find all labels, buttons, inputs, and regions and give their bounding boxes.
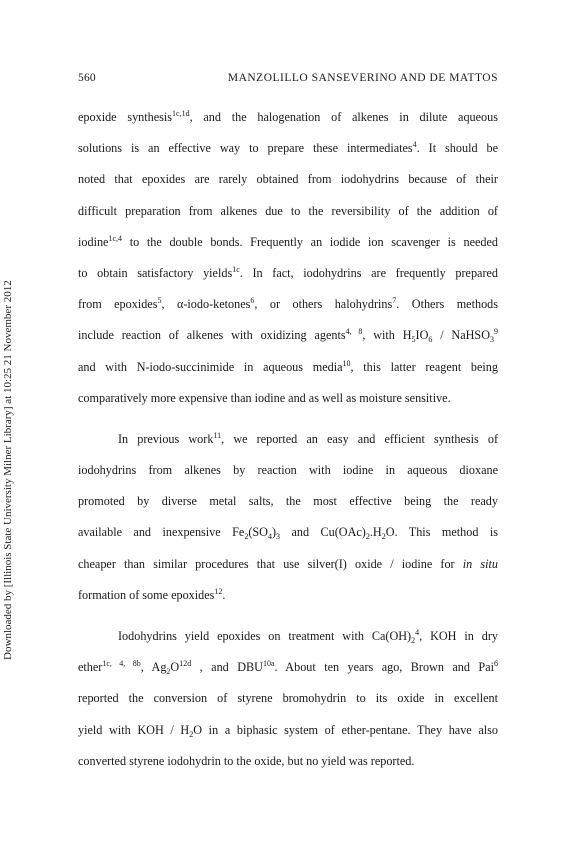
line-text: formation of some epoxides [78,587,215,602]
reference-superscript: 10a [262,659,275,669]
chemical-subscript: 5 [411,335,416,345]
line-text: IO [415,328,429,343]
chemical-subscript: 3 [276,532,281,542]
text-line [78,233,498,264]
reference-superscript: 6 [494,659,498,669]
reference-superscript: 12 [214,586,223,596]
line-text: , KOH in dry [419,629,498,643]
reference-superscript: 1c,1d [172,109,190,118]
line-text: to the double bonds. Frequently an iodide ion scavenger is needed [122,234,498,249]
text-line [78,586,498,617]
line-text: In previous work [118,431,214,446]
line-text: ether [78,660,103,675]
line-text: and with N-iodo-succinimide in aqueous media [78,359,343,374]
line-text: . In fact, iodohydrins are frequently prepared [239,265,499,280]
line-text: available and inexpensive Fe [78,525,245,540]
text-line [78,202,498,233]
italic-term: in situ [462,556,498,571]
line-text: , and DBU [191,660,263,675]
text-line [78,264,498,295]
reference-superscript: 9 [494,327,499,337]
reference-superscript: 4 [415,628,420,637]
paragraph [78,430,498,617]
line-text: cheaper than similar procedures that use silver(I) oxide / iodine for [78,556,463,571]
line-text: (SO [248,525,268,540]
reference-superscript: 7 [392,296,397,306]
text-line [78,389,498,420]
line-text: , we reported an easy and efficient synthesis of [221,431,499,446]
reference-superscript: 4 [412,140,417,150]
chemical-subscript: 2 [381,532,386,542]
line-text: . Others methods [396,297,499,312]
line-text: , and the halogenation of alkenes in dilute aqueous [189,110,498,124]
line-text: reported the conversion of styrene bromohydrin to its oxide in excellent [78,691,498,706]
line-text: , with H [362,328,412,343]
chemical-subscript: 3 [490,335,495,345]
line-text: include reaction of alkenes with oxidizing agents [78,328,346,343]
text-line [78,170,498,201]
reference-superscript: 12d [179,659,192,669]
line-text: converted styrene iodohydrin to the oxide, but no yield was reported. [78,753,415,768]
line-text: , or others halohydrins [254,297,393,312]
reference-superscript: 10 [342,358,351,368]
line-text: / NaHSO [432,328,491,343]
line-text: noted that epoxides are rarely obtained from iodohydrins because of their [78,172,498,187]
reference-superscript: 1c,4 [108,233,123,243]
text-line [78,658,498,689]
chemical-subscript: 6 [428,335,433,345]
text-line [78,358,498,389]
line-text: O in a biphasic system of ether-pentane. They have also [193,722,498,737]
line-text: . About ten years ago, Brown and Pai [274,660,494,675]
paragraph [78,108,498,420]
line-text: ) [271,525,277,540]
line-text: solutions is an effective way to prepare these intermediates [78,141,413,156]
text-line [78,108,498,139]
reference-superscript: 11 [213,430,222,440]
text-line [78,461,498,492]
page-header [78,72,498,90]
text-line [78,492,498,523]
line-text: yield with KOH / H [78,722,190,737]
reference-superscript: 1c [232,264,240,274]
line-text: .H [369,525,382,540]
line-text: . It should be [416,141,499,156]
text-line [78,752,498,783]
text-line [78,326,498,357]
text-line [78,689,498,720]
line-text: . [222,587,226,602]
line-text: Iodohydrins yield epoxides on treatment with Ca(OH) [118,629,412,643]
text-line [78,627,498,658]
running-head: MANZOLILLO SANSEVERINO AND DE MATTOS [227,72,498,84]
reference-superscript: 6 [250,296,255,306]
line-text: O. This method is [385,525,499,540]
line-text: iodine [78,234,109,249]
reference-superscript: 5 [157,296,162,306]
chemical-subscript: 2 [411,636,416,645]
line-text: and Cu(OAc) [280,525,366,540]
line-text: from epoxides [78,297,158,312]
line-text: promoted by diverse metal salts, the most effective being the ready [78,494,498,509]
text-line [78,430,498,461]
line-text: , this latter reagent being [350,359,498,374]
body-text [78,108,498,783]
paragraph [78,627,498,783]
chemical-subscript: 2 [365,532,370,542]
chemical-subscript: 2 [166,667,171,677]
reference-superscript: 1c, 4, 8b [102,659,141,669]
text-line [78,555,498,586]
chemical-subscript: 4 [267,532,272,542]
text-line [78,721,498,752]
chemical-subscript: 2 [189,729,194,739]
line-text: , Ag [140,660,167,675]
line-text: iodohydrins from alkenes by reaction with iodine in aqueous dioxane [78,463,498,478]
line-text: O [170,660,180,675]
page-number: 560 [78,72,96,84]
text-line [78,139,498,170]
reference-superscript: 4, 8 [345,327,363,337]
line-text: , α-iodo-ketones [161,297,251,312]
line-text: epoxide synthesis [78,110,173,124]
line-text: to obtain satisfactory yields [78,265,233,280]
text-line [78,295,498,326]
text-line [78,523,498,554]
download-watermark: Downloaded by [Illinois State University Milner Library] at 10:25 21 November 2012 [2,280,14,660]
line-text: comparatively more expensive than iodine and as well as moisture sensitive. [78,390,451,405]
line-text: difficult preparation from alkenes due to the reversibility of the addition of [78,203,498,218]
chemical-subscript: 2 [244,532,249,542]
